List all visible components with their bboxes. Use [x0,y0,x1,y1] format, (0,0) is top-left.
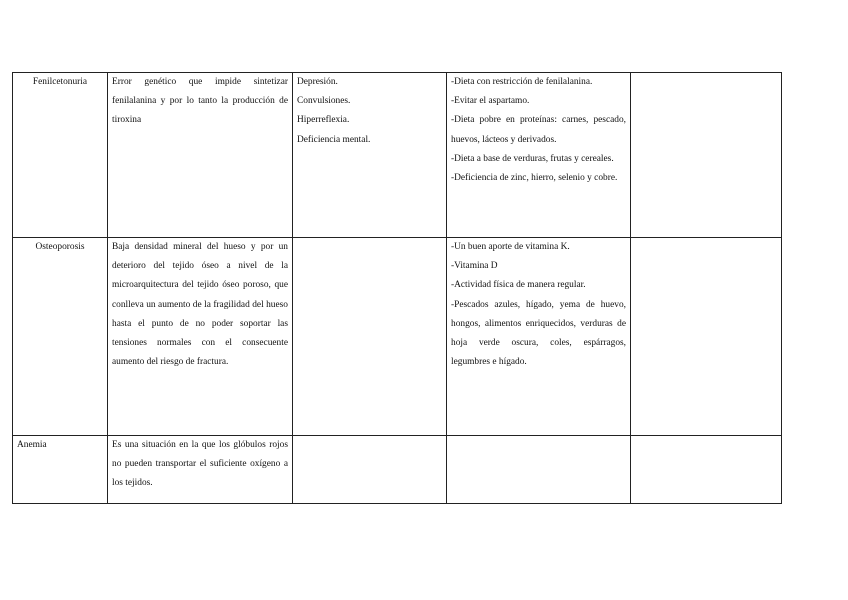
diet-cell [447,73,631,238]
disease-table [12,72,782,504]
disease-name: Osteoporosis [35,242,85,252]
description-cell [108,238,293,436]
symptom-item: Convulsiones. [297,96,351,107]
description-cell [108,73,293,238]
symptoms-cell [293,73,447,238]
diet-item: -Deficiencia de zinc, hierro, selenio y cobre. [451,173,618,184]
table-row [13,238,782,436]
disease-name-cell [13,436,108,504]
disease-name: Anemia [17,440,47,450]
diet-cell [447,436,631,504]
symptom-item: Depresión. [297,77,338,87]
disease-description: Es una situación en la que los glóbulos rojos no pueden transportar el suficiente oxígeno a los tejidos. [112,440,288,489]
diet-cell [447,238,631,436]
symptom-item: Hiperreflexia. [297,115,350,126]
diet-item: -Dieta a base de verduras, frutas y cereales. [451,153,614,164]
empty-cell [631,436,782,504]
symptoms-cell [293,238,447,436]
diet-item: -Dieta pobre en proteínas: carnes, pescado, huevos, lácteos y derivados. [451,115,626,145]
diet-item: -Vitamina D [451,261,498,272]
symptom-item: Deficiencia mental. [297,134,371,145]
diet-item: -Actividad física de manera regular. [451,280,586,291]
empty-cell [631,238,782,436]
disease-name-cell [13,73,108,238]
disease-name-cell [13,238,108,436]
table-row [13,436,782,504]
diet-item: -Evitar el aspartamo. [451,96,530,107]
symptoms-cell [293,436,447,504]
disease-name: Fenilcetonuria [32,77,88,87]
description-cell [108,436,293,504]
table-row [13,73,782,238]
diet-item: -Pescados azules, hígado, yema de huevo, hongos, alimentos enriquecidos, verduras de hoja verde oscura, coles, espárragos, legumbres e hígado. [451,299,626,368]
empty-cell [631,73,782,238]
disease-description: Error genético que impide sintetizar fenilalanina y por lo tanto la producción de tiroxina [112,77,288,126]
diet-item: -Dieta con restricción de fenilalanina. [451,77,593,87]
disease-description: Baja densidad mineral del hueso y por un deterioro del tejido óseo a nivel de la microarquitectura del tejido óseo poroso, que conlleva un aumento de la fragilidad del hueso hasta el punto de no poder soportar las tensiones normales con el consecuente aumento del riesgo de fractura. [112,242,288,368]
diet-item: -Un buen aporte de vitamina K. [451,242,570,252]
